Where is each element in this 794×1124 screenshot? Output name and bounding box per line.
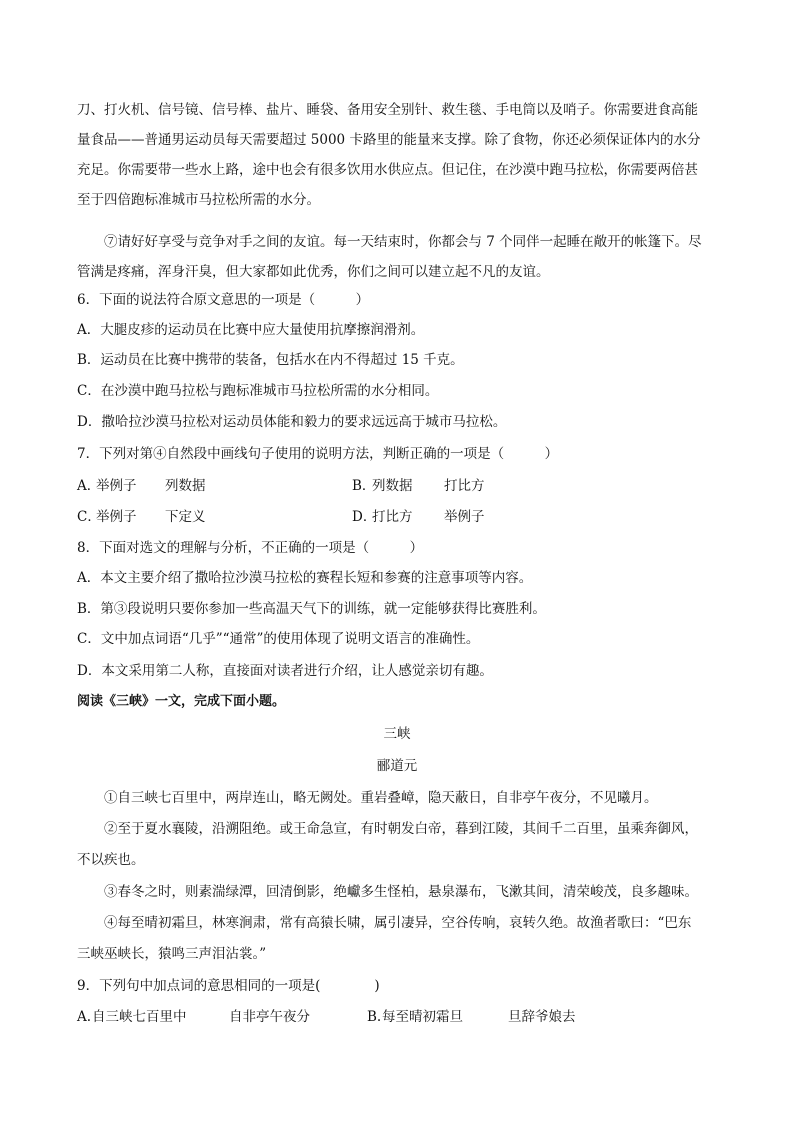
option-b: B．运动员在比赛中携带的装备，包括水在内不得超过 15 千克。 bbox=[77, 352, 464, 368]
text-title: 三峡 bbox=[383, 726, 411, 742]
text-paragraph-cont: 三峡巫峡长，猿鸣三声泪沾裳。” bbox=[77, 946, 267, 962]
option-d-term-2: 举例子 bbox=[444, 509, 485, 525]
option-a-phrase-1: 自三峡七百里中 bbox=[92, 1009, 187, 1025]
option-b: B．第③段说明只要你参加一些高温天气下的训练，就一定能够获得比赛胜利。 bbox=[77, 601, 546, 617]
option-a-letter: A． bbox=[77, 478, 101, 494]
option-d-letter: D． bbox=[352, 509, 377, 525]
option-b-term-2: 打比方 bbox=[444, 478, 485, 494]
passage-line: 刀、打火机、信号镜、信号棒、盐片、睡袋、备用安全别针、救生毯、手电筒以及哨子。你需要进食高能 bbox=[77, 102, 698, 118]
option-d: D．本文采用第二人称，直接面对读者进行介绍，让人感觉亲切有趣。 bbox=[77, 663, 493, 679]
question-stem: 6．下面的说法符合原文意思的一项是（ ） bbox=[77, 292, 370, 308]
option-c-letter: C． bbox=[77, 509, 101, 525]
passage-line: 量食品——普通男运动员每天需要超过 5000 卡路里的能量来支撑。除了食物，你还必须保证体内的水分 bbox=[77, 132, 701, 148]
option-b-term-1: 列数据 bbox=[372, 478, 413, 494]
option-a-letter: A. bbox=[77, 1009, 92, 1025]
question-stem: 8．下面对选文的理解与分析，不正确的一项是（ ） bbox=[77, 540, 424, 556]
option-c-term-1: 举例子 bbox=[96, 509, 137, 525]
option-b-letter: B. bbox=[367, 1009, 382, 1025]
question-stem: 7．下列对第④自然段中画线句子使用的说明方法，判断正确的一项是（ ） bbox=[77, 446, 559, 462]
option-c-term-2: 下定义 bbox=[165, 509, 206, 525]
option-b-phrase-2: 旦辞爷娘去 bbox=[508, 1009, 576, 1025]
text-paragraph: ③春冬之时，则素湍绿潭，回清倒影，绝巘多生怪柏，悬泉瀑布，飞漱其间，清荣峻茂，良多趣味。 bbox=[104, 884, 698, 900]
text-paragraph-cont: 不以疾也。 bbox=[77, 852, 145, 868]
passage-line: 至于四倍跑标准城市马拉松所需的水分。 bbox=[77, 192, 320, 208]
option-a-term-2: 列数据 bbox=[165, 478, 206, 494]
text-author: 郦道元 bbox=[376, 758, 418, 774]
option-b-letter: B． bbox=[352, 478, 376, 494]
option-a-term-1: 举例子 bbox=[96, 478, 137, 494]
passage-line: ⑦请好好享受与竞争对手之间的友谊。每一天结束时，你都会与 7 个同伴一起睡在敞开的帐篷下。尽 bbox=[104, 234, 702, 250]
text-paragraph: ①自三峡七百里中，两岸连山，略无阙处。重岩叠嶂，隐天蔽日，自非亭午夜分，不见曦月。 bbox=[104, 790, 658, 806]
section-heading: 阅读《三峡》一文，完成下面小题。 bbox=[77, 694, 286, 709]
option-c: C．在沙漠中跑马拉松与跑标准城市马拉松所需的水分相同。 bbox=[77, 383, 439, 399]
text-paragraph: ②至于夏水襄陵，沿溯阻绝。或王命急宣，有时朝发白帝，暮到江陵，其间千二百里，虽乘奔御风， bbox=[104, 821, 698, 837]
option-a: A．大腿皮疹的运动员在比赛中应大量使用抗摩擦润滑剂。 bbox=[77, 322, 425, 338]
option-d: D．撒哈拉沙漠马拉松对运动员体能和毅力的要求远远高于城市马拉松。 bbox=[77, 414, 507, 430]
option-a-phrase-2: 自非亭午夜分 bbox=[229, 1009, 310, 1025]
option-a: A．本文主要介绍了撒哈拉沙漠马拉松的赛程长短和参赛的注意事项等内容。 bbox=[77, 570, 533, 586]
question-stem: 9．下列句中加点词的意思相同的一项是( ) bbox=[77, 978, 380, 994]
option-b-phrase-1: 每至晴初霜旦 bbox=[382, 1009, 463, 1025]
text-paragraph: ④每至晴初霜旦，林寒涧肃，常有高猿长啸，属引凄异，空谷传响，哀转久绝。故渔者歌曰：“巴东 bbox=[104, 915, 692, 931]
option-d-term-1: 打比方 bbox=[372, 509, 413, 525]
passage-line: 充足。你需要带一些水上路，途中也会有很多饮用水供应点。但记住，在沙漠中跑马拉松，你需要两倍甚 bbox=[77, 162, 698, 178]
passage-line: 管满是疼痛，浑身汗臭，但大家都如此优秀，你们之间可以建立起不凡的友谊。 bbox=[77, 264, 550, 280]
option-c: C．文中加点词语“几乎”“通常”的使用体现了说明文语言的准确性。 bbox=[77, 631, 480, 647]
